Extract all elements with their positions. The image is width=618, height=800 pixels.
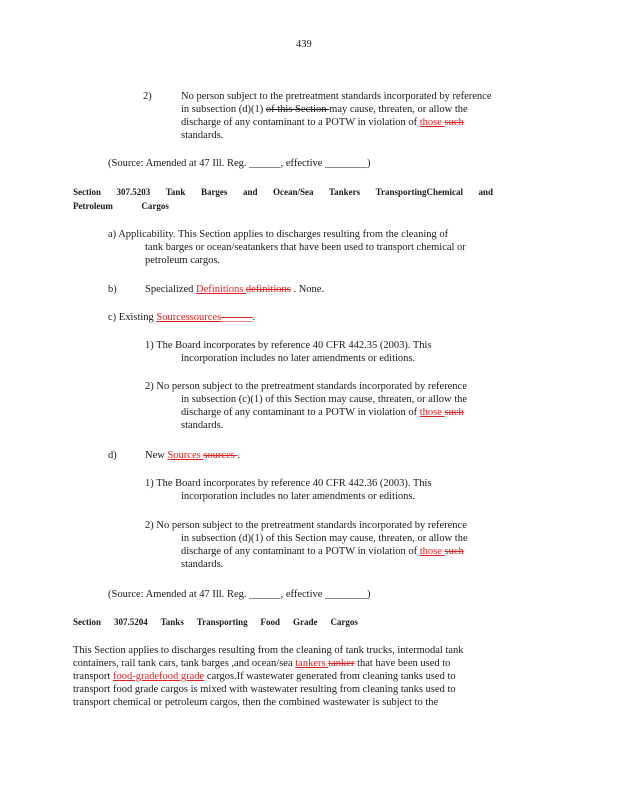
applicability-line-2: tank barges or ocean/seatankers that have been used to transport chemical or xyxy=(145,242,466,253)
new-sources-line xyxy=(145,449,240,462)
c2-line-2: in subsection (c)(1) of this Section may cause, threaten, or allow the xyxy=(181,394,468,405)
heading-word: Tank xyxy=(165,187,186,197)
deleted-text: such xyxy=(444,407,464,418)
item2-line-1 xyxy=(181,90,501,103)
d1-line-1: 1) The Board incorporates by reference 40 CFR 442.36 (2003). This xyxy=(145,478,432,489)
new-sources-label: d) xyxy=(108,450,117,461)
text: New xyxy=(145,450,168,461)
heading-word: 307.5204 xyxy=(113,617,148,627)
inserted-text: those xyxy=(419,546,445,557)
blank: ________ xyxy=(325,158,368,169)
heading-word: Food xyxy=(260,617,281,627)
text: transport xyxy=(73,671,113,682)
inserted-text: those xyxy=(419,117,445,128)
heading-word: Ocean/Sea xyxy=(272,187,314,197)
section-heading-5204 xyxy=(73,616,358,628)
section-heading-5203 xyxy=(73,186,493,198)
item2-line-2 xyxy=(181,103,468,116)
heading-word: Tanks xyxy=(160,617,184,627)
c1-line-1: 1) The Board incorporates by reference 40 CFR 442.35 (2003). This xyxy=(145,340,432,351)
deleted-text: sources xyxy=(203,450,238,461)
text: c) Existing xyxy=(108,312,157,323)
deleted-text: such xyxy=(444,117,464,128)
item2-line-3 xyxy=(181,116,464,129)
heading-word: Petroleum xyxy=(73,201,113,211)
text: . xyxy=(237,450,241,461)
deleted-text: such xyxy=(444,546,464,557)
inserted-text: those xyxy=(419,407,445,418)
text: No person subject to the pretreatment standards incorporated by reference xyxy=(181,91,492,102)
applicability-line-1: a) Applicability. This Section applies to discharges resulting from the cleaning of xyxy=(108,229,449,240)
definitions-line xyxy=(145,283,324,296)
source-note xyxy=(108,157,371,170)
blank: ______ xyxy=(249,158,281,169)
para-line-1: This Section applies to discharges resulting from the cleaning of tank trucks, intermodal tank xyxy=(73,645,464,656)
c2-line-4: standards. xyxy=(181,420,224,431)
source-note-2 xyxy=(108,588,371,601)
blank: ______ xyxy=(249,589,281,600)
inserted-text: food-gradefood grade xyxy=(112,671,205,682)
item-number: 2) xyxy=(143,91,152,102)
text: may cause, threaten, or allow the xyxy=(329,104,468,115)
existing-sources-line xyxy=(108,311,255,324)
text: . xyxy=(252,312,256,323)
heading-word: Cargos xyxy=(141,201,169,211)
inserted-text: Definitions xyxy=(196,284,246,295)
heading-word: Grade xyxy=(293,617,318,627)
text: discharge of any contaminant to a POTW in violation of xyxy=(181,546,420,557)
heading-word: TransportingChemical xyxy=(375,187,463,197)
d1-line-2: incorporation includes no later amendments or editions. xyxy=(181,491,416,502)
text: containers, rail tank cars, tank barges ,and ocean/sea xyxy=(73,658,296,669)
c1-line-2: incorporation includes no later amendments or editions. xyxy=(181,353,416,364)
text: ) xyxy=(367,158,371,169)
page-number: 439 xyxy=(296,39,312,50)
text: , effective xyxy=(280,158,326,169)
para-line-2 xyxy=(73,657,450,670)
inserted-text: Sourcessources xyxy=(156,312,222,323)
heading-word: Tankers xyxy=(328,187,361,197)
struck-text: of this Section xyxy=(265,104,330,115)
text: in subsection (d)(1) xyxy=(181,104,266,115)
para-line-5: transport chemical or petroleum cargos, then the combined wastewater is subject to the xyxy=(73,697,439,708)
text: , effective xyxy=(280,589,326,600)
heading-word: and xyxy=(478,187,493,197)
d2-line-2: in subsection (d)(1) of this Section may cause, threaten, or allow the xyxy=(181,533,468,544)
heading-word: 307.5203 xyxy=(116,187,151,197)
text: cargos.If wastewater generated from cleaning tanks used to xyxy=(204,671,456,682)
c2-line-1: 2) No person subject to the pretreatment standards incorporated by reference xyxy=(145,381,467,392)
d2-line-1: 2) No person subject to the pretreatment standards incorporated by reference xyxy=(145,520,467,531)
text: ) xyxy=(367,589,371,600)
text: (Source: Amended at 47 Ill. Reg. xyxy=(108,158,250,169)
item2-line-4: standards. xyxy=(181,130,224,141)
text: discharge of any contaminant to a POTW in violation of xyxy=(181,117,420,128)
text: . None. xyxy=(290,284,325,295)
inserted-text: Sources xyxy=(167,450,204,461)
c2-line-3 xyxy=(181,406,464,419)
inserted-text: tankers xyxy=(295,658,329,669)
para-line-4: transport food grade cargos is mixed with wastewater resulting from cleaning tanks used to xyxy=(73,684,456,695)
para-line-3 xyxy=(73,670,456,683)
text: (Source: Amended at 47 Ill. Reg. xyxy=(108,589,250,600)
text: discharge of any contaminant to a POTW in violation of xyxy=(181,407,420,418)
heading-word: Section xyxy=(73,187,101,197)
deleted-text: definitions xyxy=(245,284,291,295)
blank: ________ xyxy=(325,589,368,600)
heading-word: Transporting xyxy=(196,617,248,627)
section-heading-5203-line2 xyxy=(73,200,169,212)
applicability-line-3: petroleum cargos. xyxy=(145,255,221,266)
deleted-text: ______ xyxy=(221,312,253,323)
text: Specialized xyxy=(145,284,197,295)
d2-line-3 xyxy=(181,545,464,558)
text: that have been used to xyxy=(354,658,451,669)
deleted-text: tanker xyxy=(328,658,355,669)
heading-word: Barges xyxy=(200,187,228,197)
heading-word: and xyxy=(242,187,258,197)
d2-line-4: standards. xyxy=(181,559,224,570)
heading-word: Section xyxy=(73,617,101,627)
definitions-label: b) xyxy=(108,284,117,295)
heading-word: Cargos xyxy=(330,617,358,627)
